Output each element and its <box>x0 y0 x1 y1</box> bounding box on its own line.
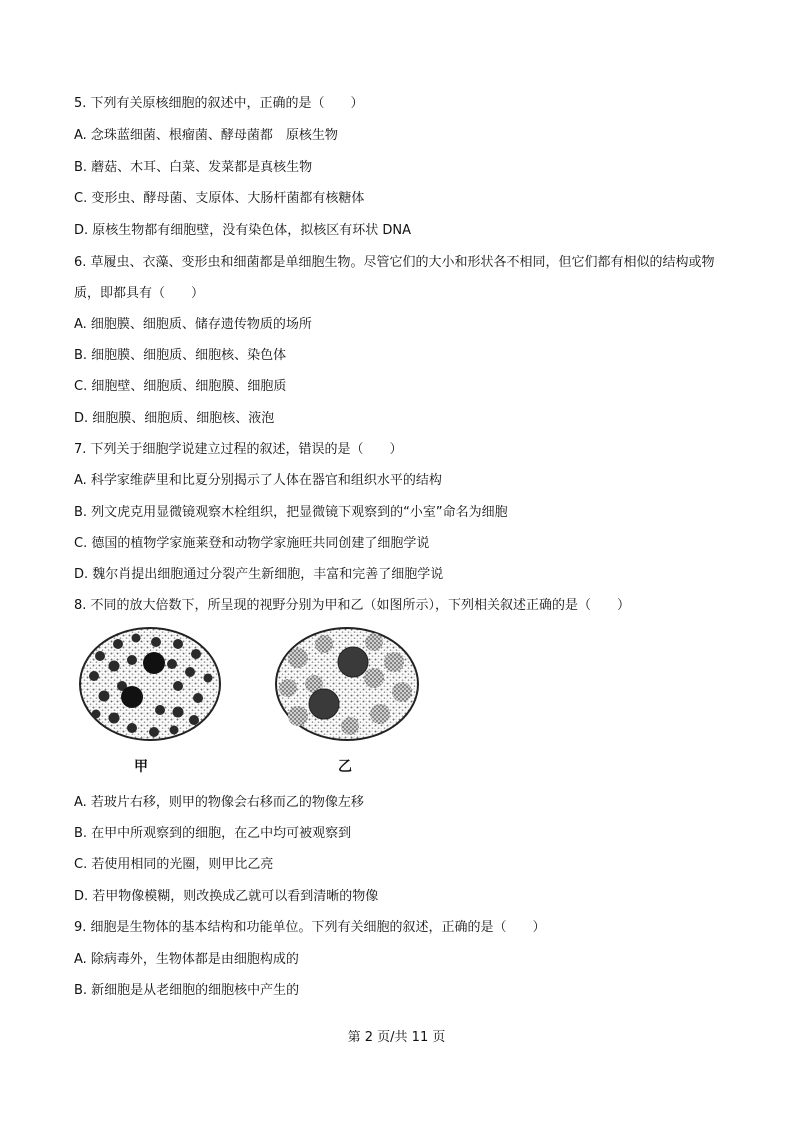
question-8-option-b: B. 在甲中所观察到的细胞，在乙中均可被观察到 <box>74 826 352 841</box>
question-9-option-a: A. 除病毒外，生物体都是由细胞构成的 <box>74 952 299 967</box>
question-6-stem: 6. 草履虫、衣藻、变形虫和细菌都是单细胞生物。尽管它们的大小和形状各不相同，但它们都有相似的结构或物质，即都具有（ ） <box>74 255 715 301</box>
question-8-option-a: A. 若玻片右移，则甲的物像会右移而乙的物像左移 <box>74 795 364 810</box>
question-7-stem: 7. 下列关于细胞学说建立过程的叙述，错误的是（ ） <box>74 442 403 457</box>
question-6-option-b: B. 细胞膜、细胞质、细胞核、染色体 <box>74 348 287 363</box>
question-5-stem: 5. 下列有关原核细胞的叙述中，正确的是（ ） <box>74 96 364 111</box>
field-jia <box>80 628 220 740</box>
question-5-option-c: C. 变形虫、酵母菌、支原体、大肠杆菌都有核糖体 <box>74 191 365 206</box>
question-7-option-d: D. 魏尔肖提出细胞通过分裂产生新细胞，丰富和完善了细胞学说 <box>74 567 444 582</box>
question-7-option-c: C. 德国的植物学家施莱登和动物学家施旺共同创建了细胞学说 <box>74 536 430 551</box>
figure-label-jia: 甲 <box>134 759 148 775</box>
question-8-option-c: C. 若使用相同的光圈，则甲比乙亮 <box>74 857 274 872</box>
question-6-option-c: C. 细胞壁、细胞质、细胞膜、细胞质 <box>74 379 287 394</box>
question-8-stem: 8. 不同的放大倍数下，所呈现的视野分别为甲和乙（如图所示），下列相关叙述正确的是（ ） <box>74 598 631 613</box>
question-5-option-d: D. 原核生物都有细胞壁，没有染色体，拟核区有环状 DNA <box>74 223 412 238</box>
question-7-option-b: B. 列文虎克用显微镜观察木栓组织，把显微镜下观察到的“小室”命名为细胞 <box>74 505 508 520</box>
question-5-option-a: A. 念珠蓝细菌、根瘤菌、酵母菌都 原核生物 <box>74 128 338 143</box>
page-number-footer: 第 2 页/共 11 页 <box>347 1030 446 1045</box>
field-yi <box>276 628 418 740</box>
question-5-option-b: B. 蘑菇、木耳、白菜、发菜都是真核生物 <box>74 160 313 175</box>
figure-label-yi: 乙 <box>338 759 352 775</box>
microscope-field-figure <box>74 622 434 747</box>
question-6-option-a: A. 细胞膜、细胞质、储存遗传物质的场所 <box>74 317 312 332</box>
question-9-option-b: B. 新细胞是从老细胞的细胞核中产生的 <box>74 983 300 998</box>
question-8-option-d: D. 若甲物像模糊，则改换成乙就可以看到清晰的物像 <box>74 889 379 904</box>
question-7-option-a: A. 科学家维萨里和比夏分别揭示了人体在器官和组织水平的结构 <box>74 473 442 488</box>
question-6-option-d: D. 细胞膜、细胞质、细胞核、液泡 <box>74 411 275 426</box>
question-9-stem: 9. 细胞是生物体的基本结构和功能单位。下列有关细胞的叙述，正确的是（ ） <box>74 920 546 935</box>
